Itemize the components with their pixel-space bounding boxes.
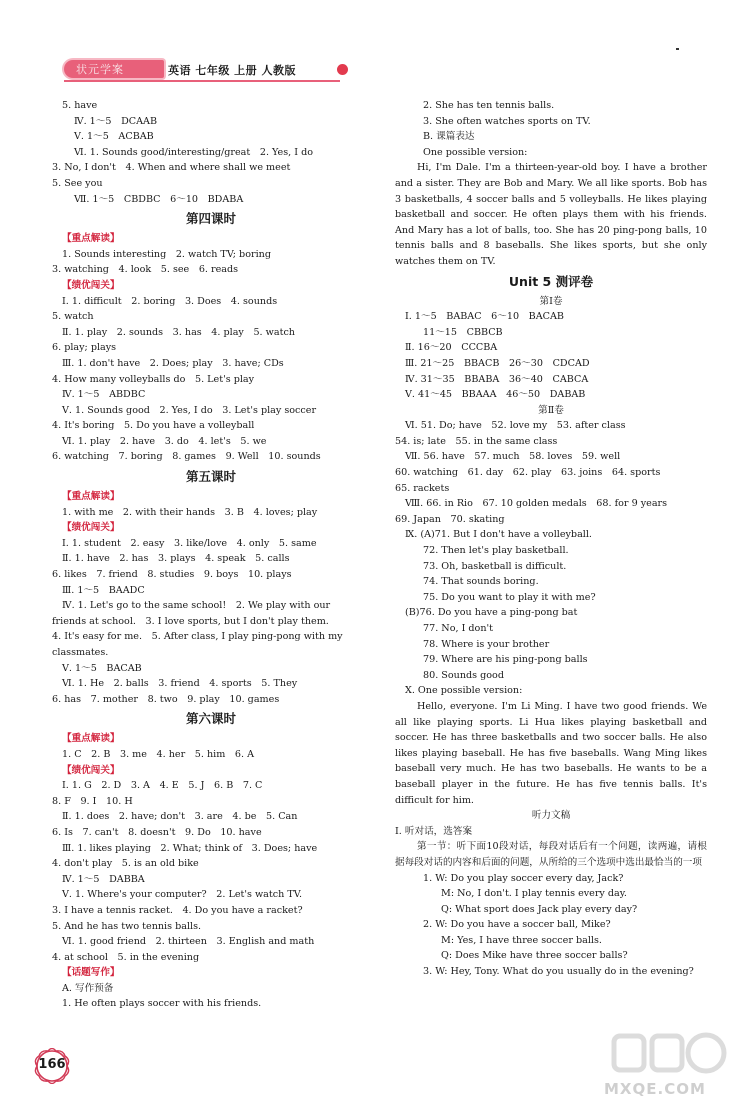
section-tag: 【重点解读】	[62, 733, 120, 745]
answer-line: 5. have	[62, 100, 98, 111]
right-column	[395, 98, 707, 980]
answer-line: 2. W: Do you have a soccer ball, Mike?	[423, 919, 611, 931]
section-tag: 【重点解读】	[62, 491, 120, 503]
watermark-text: MXQE.COM	[604, 1080, 706, 1098]
answer-line: 80. Sounds good	[423, 669, 504, 681]
answer-line: Q: Does Mike have three soccer balls?	[441, 950, 628, 962]
answer-line: Ⅱ. 1. play 2. sounds 3. has 4. play 5. watch	[62, 326, 295, 338]
answer-line: 4. It's boring 5. Do you have a volleyball	[52, 420, 255, 432]
speck	[676, 48, 679, 50]
answer-line: (B)76. Do you have a ping-pong bat	[405, 607, 578, 619]
answer-line: Ⅵ. 1. good friend 2. thirteen 3. English and math	[62, 936, 315, 948]
answer-line: 1. He often plays soccer with his friends.	[62, 998, 262, 1010]
answer-line: 65. rackets	[395, 482, 450, 494]
answer-line: Ⅴ. 1. Where's your computer? 2. Let's watch TV.	[62, 889, 303, 901]
answer-line: Ⅳ. 1～5 DCAAB	[74, 115, 158, 127]
answer-line: 75. Do you want to play it with me?	[423, 591, 596, 603]
answer-line: Ⅹ. One possible version:	[405, 685, 523, 697]
answer-line: 4. How many volleyballs do 5. Let's play	[52, 373, 255, 385]
answer-line: 5. watch	[52, 311, 94, 323]
answer-line: 4. It's easy for me. 5. After class, I play ping-pong with my	[52, 631, 343, 643]
answer-line: 6. play; plays	[52, 342, 117, 354]
answer-line: 3. watching 4. look 5. see 6. reads	[52, 264, 239, 276]
answer-line: Ⅰ. 1. difficult 2. boring 3. Does 4. sounds	[62, 295, 278, 307]
answer-line: Ⅳ. 1～5 DABBA	[62, 873, 145, 885]
answer-line: 1. Sounds interesting 2. watch TV; boring	[62, 248, 271, 260]
answer-line: Ⅴ. 1～5 BACAB	[62, 662, 142, 674]
answer-line: Ⅶ. 56. have 57. much 58. loves 59. well	[405, 451, 621, 463]
answer-line: Ⅰ. 1. student 2. easy 3. like/love 4. only 5. same	[62, 537, 317, 549]
paragraph: Hello, everyone. I'm Li Ming. I have two good friends. We all like playing sports. Li Hua likes playing basketball and soccer. He has three basketballs and two soccer balls. He also likes playing baseball. He has five baseballs. Wang Ming likes baseball very much. He has two baseballs. He wants to be a baseball player in the future. He has five tennis balls. It's difficult for him.	[395, 700, 707, 806]
answer-line: A. 写作预备	[62, 982, 114, 994]
header-badge-text: 状元学案	[76, 63, 124, 76]
section-tag: 【绩优闯关】	[62, 279, 120, 291]
answer-line: Ⅵ. 1. Sounds good/interesting/great 2. Yes, I do	[74, 146, 314, 158]
answer-line: 3. W: Hey, Tony. What do you usually do in the evening?	[423, 966, 694, 978]
answer-line: 1. with me 2. with their hands 3. B 4. loves; play	[62, 506, 318, 518]
answer-line: Ⅲ. 1. likes playing 2. What; think of 3. Does; have	[62, 842, 318, 854]
answer-line: 1. W: Do you play soccer every day, Jack?	[423, 872, 624, 884]
answer-line: Ⅶ. 1～5 CBDBC 6～10 BDABA	[74, 193, 244, 205]
header-subject: 英语 七年级 上册 人教版	[168, 64, 296, 77]
section-tag: 【重点解读】	[62, 233, 120, 245]
answer-line: 2. She has ten tennis balls.	[423, 100, 555, 111]
answer-line: 11～15 CBBCB	[423, 326, 503, 338]
answer-line: Ⅱ. 1. does 2. have; don't 3. are 4. be 5. Can	[62, 811, 298, 823]
answer-line: Ⅰ. 1. G 2. D 3. A 4. E 5. J 6. B 7. C	[62, 780, 263, 792]
answer-line: Ⅱ. 1. have 2. has 3. plays 4. speak 5. calls	[62, 553, 290, 565]
section-heading: Unit 5 测评卷	[508, 273, 594, 289]
answer-line: 6. has 7. mother 8. two 9. play 10. games	[52, 693, 280, 705]
answer-line: M: Yes, I have three soccer balls.	[441, 934, 602, 946]
answer-line: Ⅵ. 1. He 2. balls 3. friend 4. sports 5. They	[62, 678, 298, 690]
answer-line: 4. don't play 5. is an old bike	[52, 858, 199, 870]
answer-line: Ⅳ. 1～5 ABDBC	[62, 389, 146, 401]
answer-line: Ⅰ. 听对话，选答案	[395, 825, 473, 837]
answer-line: Ⅴ. 1. Sounds good 2. Yes, I do 3. Let's play soccer	[62, 404, 317, 416]
answer-line: Ⅲ. 21～25 BBACB 26～30 CDCAD	[405, 357, 590, 369]
answer-line: Ⅵ. 1. play 2. have 3. do 4. let's 5. we	[62, 435, 267, 447]
header-badge	[64, 60, 164, 78]
answer-line: B. 课篇表达	[423, 131, 475, 143]
answer-line: 8. F 9. I 10. H	[52, 795, 133, 807]
answer-line: Ⅳ. 31～35 BBABA 36～40 CABCA	[405, 373, 589, 385]
answer-line: 72. Then let's play basketball.	[423, 545, 569, 557]
answer-line: Ⅷ. 66. in Rio 67. 10 golden medals 68. for 9 years	[405, 498, 668, 510]
answer-line: 6. Is 7. can't 8. doesn't 9. Do 10. have	[52, 826, 262, 838]
answer-line: 3. I have a tennis racket. 4. Do you have a racket?	[52, 904, 303, 916]
answer-line: 5. And he has two tennis balls.	[52, 920, 202, 932]
answer-line: Ⅵ. 51. Do; have 52. love my 53. after class	[405, 420, 626, 432]
answer-line: classmates.	[52, 647, 109, 658]
subheading: 第Ⅱ卷	[538, 404, 564, 416]
answer-line: 73. Oh, basketball is difficult.	[423, 560, 567, 572]
answer-line: Ⅲ. 1. don't have 2. Does; play 3. have; CDs	[62, 357, 284, 369]
answer-line: Q: What sport does Jack play every day?	[441, 903, 638, 915]
answer-line: 6. likes 7. friend 8. studies 9. boys 10. plays	[52, 569, 292, 581]
answer-line: 3. No, I don't 4. When and where shall we meet	[52, 162, 291, 174]
answer-line: 79. Where are his ping-pong balls	[423, 654, 588, 666]
answer-line: Ⅰ. 1～5 BABAC 6～10 BACAB	[405, 311, 564, 323]
page-number: 166	[38, 1057, 66, 1072]
answer-line: 77. No, I don't	[423, 623, 494, 634]
answer-line: Ⅴ. 1～5 ACBAB	[74, 131, 154, 143]
answer-line: friends at school. 3. I love sports, but I don't play them.	[52, 615, 329, 627]
answer-line: Ⅴ. 41～45 BBAAA 46～50 DABAB	[405, 389, 586, 401]
answer-line: Ⅱ. 16～20 CCCBA	[405, 342, 498, 354]
answer-line: 6. watching 7. boring 8. games 9. Well 10. sounds	[52, 451, 321, 463]
section-heading: 第五课时	[185, 469, 236, 485]
answer-line: 60. watching 61. day 62. play 63. joins 64. sports	[395, 467, 661, 479]
section-tag: 【绩优闯关】	[62, 522, 120, 534]
answer-line: 78. Where is your brother	[423, 638, 550, 650]
answer-line: One possible version:	[423, 146, 528, 158]
section-tag: 【话题写作】	[62, 967, 120, 979]
answer-line: 5. See you	[52, 177, 103, 189]
section-heading: 第四课时	[185, 211, 236, 227]
answer-line: 74. That sounds boring.	[423, 576, 539, 588]
answer-line: 54. is; late 55. in the same class	[395, 435, 558, 447]
paragraph: 第一节：听下面10段对话，每段对话后有一个问题，读两遍，请根据每段对话的内容和后面的问题，从所给的三个选项中选出最恰当的一项	[395, 841, 707, 868]
left-column	[52, 98, 370, 1012]
answer-line: 1. C 2. B 3. me 4. her 5. him 6. A	[62, 748, 255, 760]
answer-line: 4. at school 5. in the evening	[52, 951, 200, 963]
answer-line: 3. She often watches sports on TV.	[423, 115, 591, 127]
paragraph: Hi, I'm Dale. I'm a thirteen-year-old boy. I have a brother and a sister. They are Bob and Mary. We all like sports. Bob has 3 basketballs, 4 soccer balls and 5 volleyballs. He likes playing basketball and soccer. He often plays them with his friends. And Mary has a lot of balls, too. She has 20 ping-pong balls, 10 tennis balls and 8 baseballs. She likes sports, but she only watches them on TV.	[395, 162, 707, 267]
answer-line: Ⅲ. 1～5 BAADC	[62, 584, 145, 596]
subheading: 第Ⅰ卷	[539, 295, 563, 307]
subheading: 听力文稿	[531, 810, 571, 822]
section-heading: 第六课时	[185, 711, 236, 727]
answer-line: Ⅸ. (A)71. But I don't have a volleyball.	[405, 529, 592, 541]
answer-line: M: No, I don't. I play tennis every day.	[441, 888, 627, 900]
header-dot-icon	[337, 64, 348, 75]
section-tag: 【绩优闯关】	[62, 764, 120, 776]
header-rule	[64, 80, 340, 82]
answer-line: Ⅳ. 1. Let's go to the same school! 2. We play with our	[62, 600, 331, 612]
answer-line: 69. Japan 70. skating	[395, 513, 505, 525]
